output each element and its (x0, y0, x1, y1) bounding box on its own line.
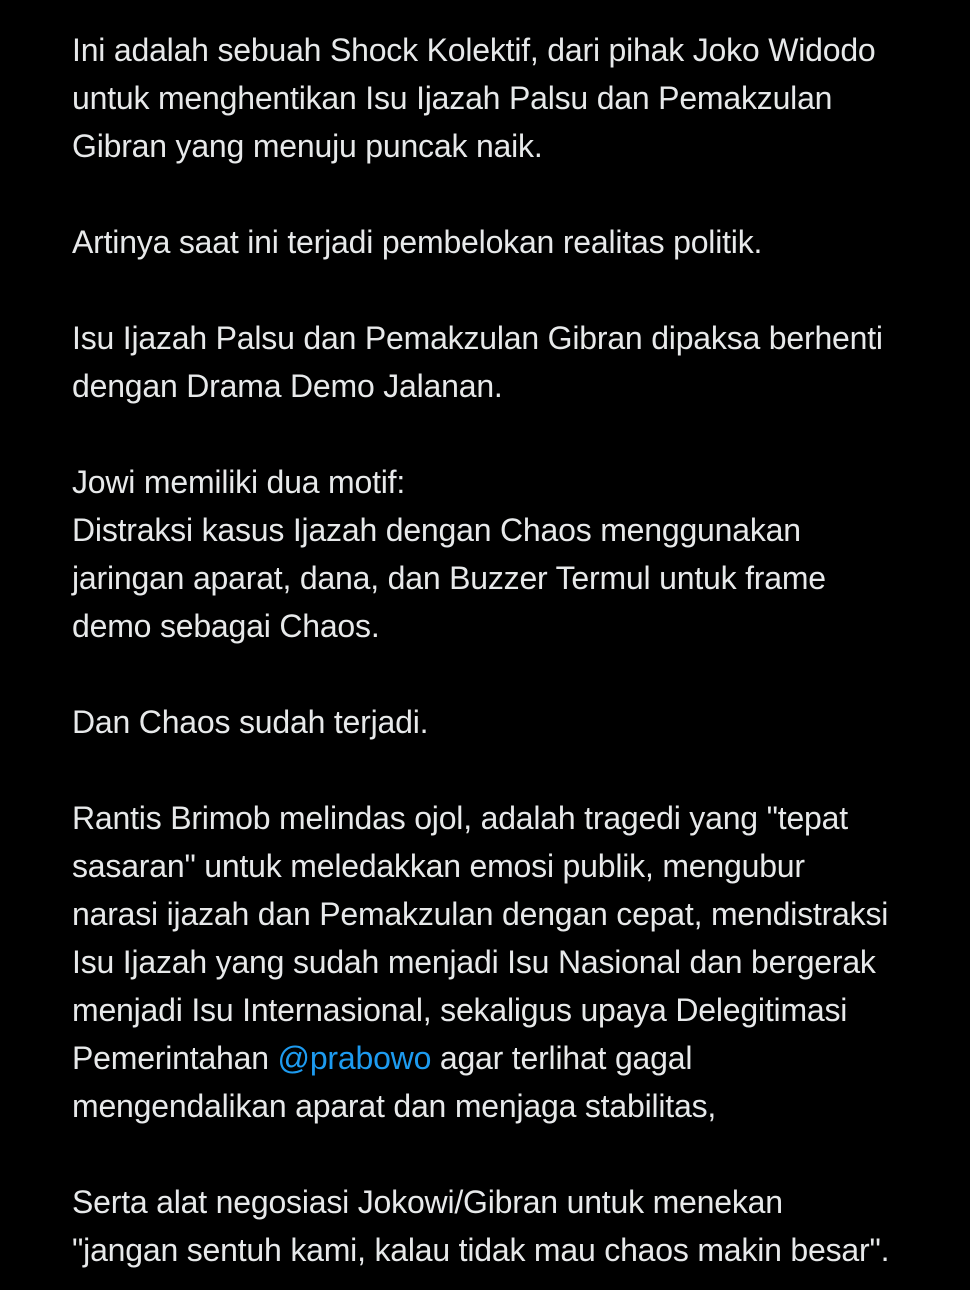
post-paragraph (72, 458, 940, 650)
text-line (72, 1034, 940, 1082)
text-segment: Pemerintahan (72, 1040, 278, 1076)
text-segment: agar terlihat gagal (431, 1040, 693, 1076)
text-line: demo sebagai Chaos. (72, 608, 380, 644)
post-paragraph (72, 698, 940, 746)
text-line: untuk menghentikan Isu Ijazah Palsu dan Pemakzulan (72, 80, 833, 116)
text-line: Rantis Brimob melindas ojol, adalah tragedi yang "tepat (72, 800, 848, 836)
text-line: sasaran" untuk meledakkan emosi publik, mengubur (72, 848, 805, 884)
text-line: Serta alat negosiasi Jokowi/Gibran untuk menekan (72, 1184, 783, 1220)
text-line: jaringan aparat, dana, dan Buzzer Termul untuk frame (72, 560, 826, 596)
post-paragraph (72, 314, 940, 410)
post-paragraph (72, 794, 940, 1130)
post-paragraph (72, 218, 940, 266)
text-line: Gibran yang menuju puncak naik. (72, 128, 543, 164)
text-line: dengan Drama Demo Jalanan. (72, 368, 503, 404)
text-line: Isu Ijazah yang sudah menjadi Isu Nasional dan bergerak (72, 944, 876, 980)
text-line: Isu Ijazah Palsu dan Pemakzulan Gibran dipaksa berhenti (72, 320, 883, 356)
text-line: Ini adalah sebuah Shock Kolektif, dari pihak Joko Widodo (72, 32, 876, 68)
post-paragraph (72, 26, 940, 170)
text-line: "jangan sentuh kami, kalau tidak mau chaos makin besar". (72, 1232, 890, 1268)
text-line: narasi ijazah dan Pemakzulan dengan cepat, mendistraksi (72, 896, 889, 932)
text-line: Artinya saat ini terjadi pembelokan realitas politik. (72, 224, 763, 260)
mention-link[interactable]: @prabowo (277, 1040, 432, 1076)
text-line: Distraksi kasus Ijazah dengan Chaos menggunakan (72, 512, 801, 548)
text-line: menjadi Isu Internasional, sekaligus upaya Delegitimasi (72, 992, 848, 1028)
text-line: Jowi memiliki dua motif: (72, 464, 406, 500)
text-line: mengendalikan aparat dan menjaga stabilitas, (72, 1088, 717, 1124)
post-paragraph (72, 1178, 940, 1274)
text-line: Dan Chaos sudah terjadi. (72, 704, 429, 740)
